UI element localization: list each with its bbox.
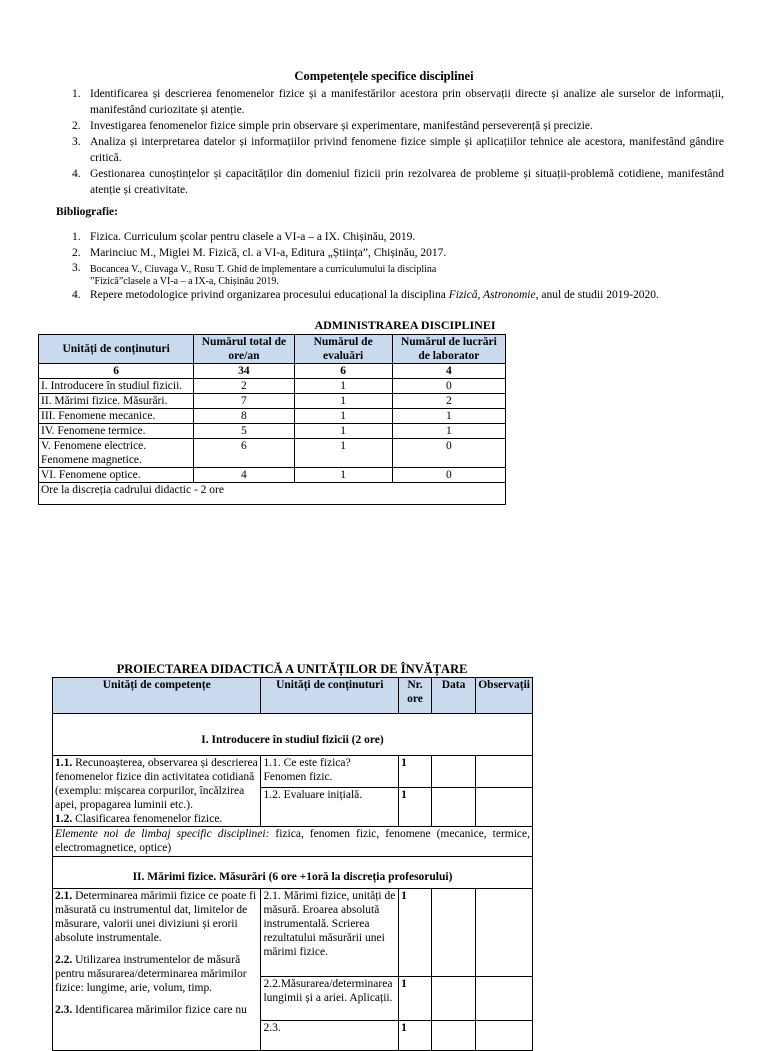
bibliography-heading: Bibliografie: [56, 206, 118, 218]
hours-cell: 1 [399, 788, 432, 827]
competency-item: 3. Analiza și interpretarea datelor și informațiilor privind fenomene fizice simple și aplicațiilor tehnice ale acestora, manifestând gândire critică. [72, 136, 724, 164]
table-cell: 1 [392, 424, 505, 439]
column-header: Unități de competențe [53, 678, 261, 714]
observations-cell[interactable] [476, 977, 533, 1021]
table-row [53, 756, 533, 788]
competency-item: 4. Gestionarea cunoștințelor și capacităților din domeniul fizicii prin rezolvarea de probleme și situații-problemă cotidiene, manifestând atenție și creativitate. [72, 168, 724, 196]
table-row [39, 439, 506, 468]
hours-cell: 1 [399, 1021, 432, 1051]
projection-table [52, 677, 533, 1051]
table-header-row [39, 335, 506, 364]
table-cell: 1 [294, 439, 392, 468]
table-cell: II. Mărimi fizice. Măsurări. [39, 394, 194, 409]
content-cell: 1.2. Evaluare inițială. [261, 788, 399, 827]
date-cell[interactable] [431, 977, 475, 1021]
table-cell: 2 [194, 379, 294, 394]
table-cell: V. Fenomene electrice. Fenomene magnetice. [39, 439, 194, 468]
competency-cell: 1.1. Recunoașterea, observarea și descrierea fenomenelor fizice din activitatea cotidiană (exemplu: mișcarea corpurilor, încălzirea apei, propagarea luminii etc.). 1.2. Clasificarea fenomenelor fizice. [53, 756, 261, 827]
table-cell: 1 [392, 409, 505, 424]
table-row [39, 379, 506, 394]
table-row [39, 409, 506, 424]
table-cell: 6 [194, 439, 294, 468]
table-cell: 1 [294, 409, 392, 424]
bibliography-item: 3. Bocancea V., Ciuvaga V., Rusu T. Ghid de implementare a curriculumului la disciplina ”Fizică”clasele a VI-a – a IX-a, Chișinău 2019. [72, 262, 437, 287]
table-cell: 1 [294, 394, 392, 409]
section-row [53, 714, 533, 756]
bibliography-list [56, 229, 724, 303]
table-cell: 0 [392, 468, 505, 483]
table-row [53, 889, 533, 977]
bibliography-item: 4. Repere metodologice privind organizarea procesului educațional la disciplina Fizică, Astronomie, anul de studii 2019-2020. [72, 289, 659, 301]
content-cell: 2.2.Măsurarea/determinarea lungimii și a ariei. Aplicații. [261, 977, 399, 1021]
table-row [39, 468, 506, 483]
table-cell: 6 [294, 364, 392, 379]
competency-item: 1. Identificarea și descrierea fenomenelor fizice și a manifestărilor acestora prin observații directe și analize ale surselor de informații, manifestând curiozitate și atenție. [72, 88, 724, 116]
section-row [53, 857, 533, 889]
observations-cell[interactable] [476, 788, 533, 827]
admin-table [38, 334, 506, 505]
projection-table-title: PROIECTAREA DIDACTICĂ A UNITĂȚILOR DE ÎNVĂȚARE [116, 662, 468, 676]
table-cell: 1 [294, 379, 392, 394]
hours-cell: 1 [399, 977, 432, 1021]
date-cell[interactable] [431, 756, 475, 788]
table-cell: 6 [39, 364, 194, 379]
observations-cell[interactable] [476, 1021, 533, 1051]
table-cell: 4 [194, 468, 294, 483]
section-heading: I. Introducere în studiul fizicii (2 ore) [53, 714, 533, 756]
hours-cell: 1 [399, 889, 432, 977]
bibliography-item: 2. Marinciuc M., Miglei M. Fizică, cl. a VI-a, Editura „Știința”, Chișinău, 2017. [72, 247, 447, 259]
column-header: Numărul total de ore/an [194, 335, 294, 364]
totals-row [39, 364, 506, 379]
table-cell: 8 [194, 409, 294, 424]
column-header: Nr. ore [399, 678, 432, 714]
competency-item: 2. Investigarea fenomenelor fizice simple prin observare și experimentare, manifestând perseverență și precizie. [72, 120, 593, 132]
table-cell: Ore la discreția cadrului didactic - 2 ore [39, 483, 506, 505]
table-cell: III. Fenomene mecanice. [39, 409, 194, 424]
table-cell: 0 [392, 379, 505, 394]
table-cell: 34 [194, 364, 294, 379]
table-cell: 0 [392, 439, 505, 468]
admin-table-title: ADMINISTRAREA DISCIPLINEI [314, 318, 496, 332]
page-title: Competențele specifice disciplinei [294, 69, 474, 83]
table-cell: 1 [294, 468, 392, 483]
table-cell: 4 [392, 364, 505, 379]
column-header: Numărul de lucrări de laborator [392, 335, 505, 364]
content-cell: 1.1. Ce este fizica? Fenomen fizic. [261, 756, 399, 788]
observations-cell[interactable] [476, 756, 533, 788]
column-header: Data [431, 678, 475, 714]
bibliography-item: 1. Fizica. Curriculum școlar pentru clasele a VI-a – a IX. Chișinău, 2019. [72, 231, 416, 243]
section-heading: II. Mărimi fizice. Măsurări (6 ore +1oră la discreția profesorului) [53, 857, 533, 889]
content-cell: 2.3. [261, 1021, 399, 1051]
table-row [53, 827, 533, 857]
table-row [39, 424, 506, 439]
date-cell[interactable] [431, 889, 475, 977]
date-cell[interactable] [431, 1021, 475, 1051]
table-cell: IV. Fenomene termice. [39, 424, 194, 439]
column-header: Numărul de evaluări [294, 335, 392, 364]
language-elements-cell: Elemente noi de limbaj specific disciplinei: fizica, fenomen fizic, fenomene (mecanice, termice, electromagnetice, optice) [53, 827, 533, 857]
competencies-list [56, 86, 724, 198]
table-header-row [53, 678, 533, 714]
hours-cell: 1 [399, 756, 432, 788]
table-cell: 5 [194, 424, 294, 439]
column-header: Unități de conținuturi [261, 678, 399, 714]
content-cell: 2.1. Mărimi fizice, unități de măsură. Eroarea absolută instrumentală. Scrierea rezultatului măsurării unei mărimi fizice. [261, 889, 399, 977]
table-cell: I. Introducere în studiul fizicii. [39, 379, 194, 394]
column-header: Unități de conținuturi [39, 335, 194, 364]
table-footer-row [39, 483, 506, 505]
table-cell: 1 [294, 424, 392, 439]
table-cell: 7 [194, 394, 294, 409]
date-cell[interactable] [431, 788, 475, 827]
competency-cell: 2.1. Determinarea mărimii fizice ce poate fi măsurată cu instrumentul dat, limitelor de măsurare, valorii unei diviziuni și erorii absolute instrumentale. 2.2. Utilizarea instrumentelor de măsură pentru măsurarea/determinarea mărimilor fizice: lungime, arie, volum, timp. 2.3. Identificarea mărimilor fizice care nu [53, 889, 261, 1051]
table-cell: VI. Fenomene optice. [39, 468, 194, 483]
column-header: Observații [476, 678, 533, 714]
observations-cell[interactable] [476, 889, 533, 977]
table-row [39, 394, 506, 409]
table-cell: 2 [392, 394, 505, 409]
